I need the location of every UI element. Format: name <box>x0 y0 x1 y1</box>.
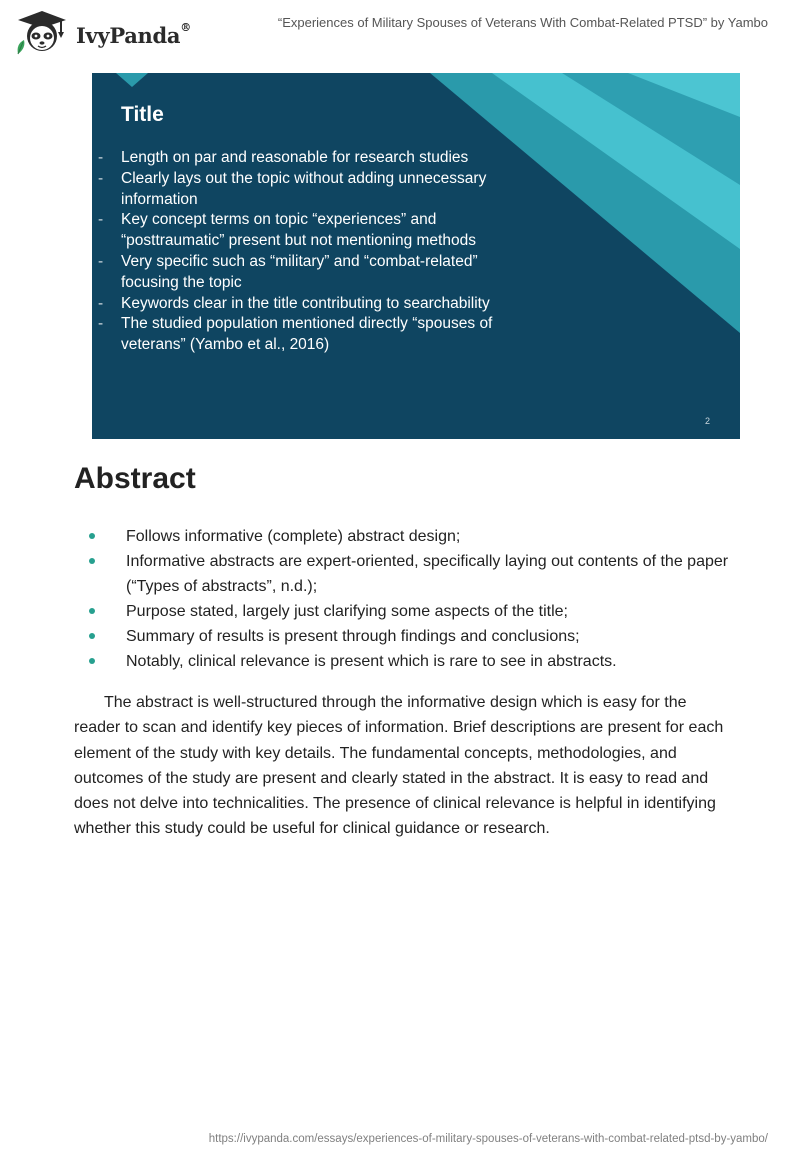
slide-bullet: - Length on par and reasonable for research studies <box>98 149 469 166</box>
bullet-dot-icon <box>89 633 95 639</box>
slide-title: Title <box>121 103 164 126</box>
abstract-paragraph: The abstract is well-structured through the informative design which is easy for the reader to scan and identify key pieces of information. Brief descriptions are present for each element of the study with key details. The fundamental concepts, methodologies, and outcomes of the study are present and clearly stated in the abstract. It is easy to read and does not delve into technicalities. The presence of clinical relevance is helpful in identifying whether this study could be useful for clinical guidance or research. <box>74 694 724 838</box>
list-item: Notably, clinical relevance is present which is rare to see in abstracts. <box>74 649 734 674</box>
ivypanda-logo[interactable] <box>12 8 212 56</box>
slide-bullet: - Key concept terms on topic “experiences” and “posttraumatic” present but not mentioning methods <box>98 211 476 250</box>
panda-logo-icon <box>12 8 70 56</box>
slide-image <box>92 73 740 439</box>
abstract-bullet-list <box>74 524 734 674</box>
bullet-dot-icon <box>89 658 95 664</box>
abstract-heading: Abstract <box>74 462 196 495</box>
document-title: “Experiences of Military Spouses of Veterans With Combat-Related PTSD” by Yambo <box>277 15 768 30</box>
list-item: Informative abstracts are expert-oriented, specifically laying out contents of the paper (“Types of abstracts”, n.d.); <box>74 549 734 599</box>
bullet-dot-icon <box>89 533 95 539</box>
list-item: Summary of results is present through findings and conclusions; <box>74 624 734 649</box>
slide-page-number: 2 <box>704 416 710 426</box>
footer-url-link[interactable]: https://ivypanda.com/essays/experiences-of-military-spouses-of-veterans-with-combat-related-ptsd-by-yambo/ <box>208 1133 768 1145</box>
page-header <box>0 0 800 64</box>
list-item: Purpose stated, largely just clarifying some aspects of the title; <box>74 599 734 624</box>
slide-bullet: - The studied population mentioned directly “spouses of veterans” (Yambo et al., 2016) <box>98 315 493 354</box>
list-item: Follows informative (complete) abstract design; <box>74 524 734 549</box>
slide-bullet: - Clearly lays out the topic without adding unnecessary information <box>98 169 487 208</box>
bullet-dot-icon <box>89 608 95 614</box>
logo-text: IvyPanda® <box>76 21 191 48</box>
slide-bullet-list <box>98 148 498 356</box>
bullet-dot-icon <box>89 558 95 564</box>
slide-bullet: - Keywords clear in the title contributing to searchability <box>98 294 490 312</box>
slide-bullet: - Very specific such as “military” and “combat-related” focusing the topic <box>98 252 478 291</box>
